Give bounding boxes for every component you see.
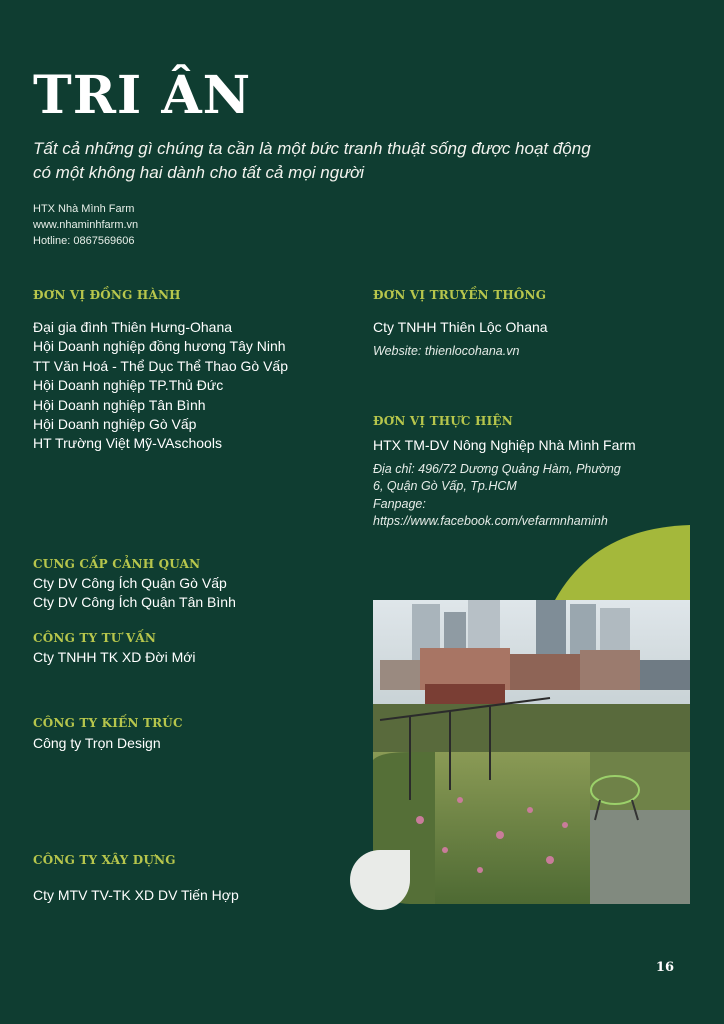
page-subtitle [33,137,653,185]
list-item: Cty TNHH TK XD Đời Mới [33,649,196,665]
address-line: Địa chỉ: 496/72 Dương Quảng Hàm, Phường [373,462,621,476]
fanpage-label: Fanpage: [373,496,426,511]
media-partner-name: Cty TNHH Thiên Lộc Ohana [373,319,548,335]
list-item: Hội Doanh nghiệp Gò Vấp [33,416,197,433]
address-line: 6, Quận Gò Vấp, Tp.HCM [373,479,517,494]
contact-website: www.nhaminhfarm.vn [33,219,139,231]
fanpage-url: https://www.facebook.com/vefarmnhaminh [373,514,608,529]
garden-photo [373,600,690,904]
list-item: Công ty Trọn Design [33,735,161,751]
media-partner-website: Website: thienlocohana.vn [373,344,520,358]
grey-circle-shape [350,850,410,910]
list-item: Cty MTV TV-TK XD DV Tiến Hợp [33,887,239,903]
list-item: Hội Doanh nghiệp đồng hương Tây Ninh [33,338,286,355]
contact-org: HTX Nhà Mình Farm [33,203,135,215]
list-item: Cty DV Công Ích Quận Gò Vấp [33,575,227,591]
subtitle-line-1: Tất cả những gì chúng ta cần là một bức tranh thuật sống được hoạt động [33,139,591,158]
section-heading-xay-dung: CÔNG TY XÂY DỰNG [33,853,176,867]
green-accent-shape [555,525,690,600]
section-heading-truyen-thong: ĐƠN VỊ TRUYỀN THÔNG [373,288,547,302]
list-item: TT Văn Hoá - Thể Dục Thể Thao Gò Vấp [33,357,288,374]
list-item: Hội Doanh nghiệp TP.Thủ Đức [33,377,224,394]
page-title: TRI ÂN [33,65,252,126]
list-item: Hội Doanh nghiệp Tân Bình [33,396,206,413]
page-number: 16 [655,960,674,975]
contact-hotline: Hotline: 0867569606 [33,235,135,247]
list-item: Cty DV Công Ích Quận Tân Bình [33,594,236,611]
canh-quan-list [33,574,236,613]
list-item: HT Trường Việt Mỹ-VAschools [33,435,222,452]
dong-hanh-list [33,318,288,454]
subtitle-line-2: có một không hai dành cho tất cả mọi người [33,163,365,182]
section-heading-thuc-hien: ĐƠN VỊ THỰC HIỆN [373,414,513,428]
executor-name: HTX TM-DV Nông Nghiệp Nhà Mình Farm [373,437,636,453]
section-heading-tu-van: CÔNG TY TƯ VẤN [33,631,157,645]
section-heading-dong-hanh: ĐƠN VỊ ĐỒNG HÀNH [33,288,181,302]
section-heading-canh-quan: CUNG CẤP CẢNH QUAN [33,557,201,571]
section-heading-kien-truc: CÔNG TY KIẾN TRÚC [33,716,183,730]
garden-illustration [350,520,695,910]
list-item: Đại gia đình Thiên Hưng-Ohana [33,319,233,335]
